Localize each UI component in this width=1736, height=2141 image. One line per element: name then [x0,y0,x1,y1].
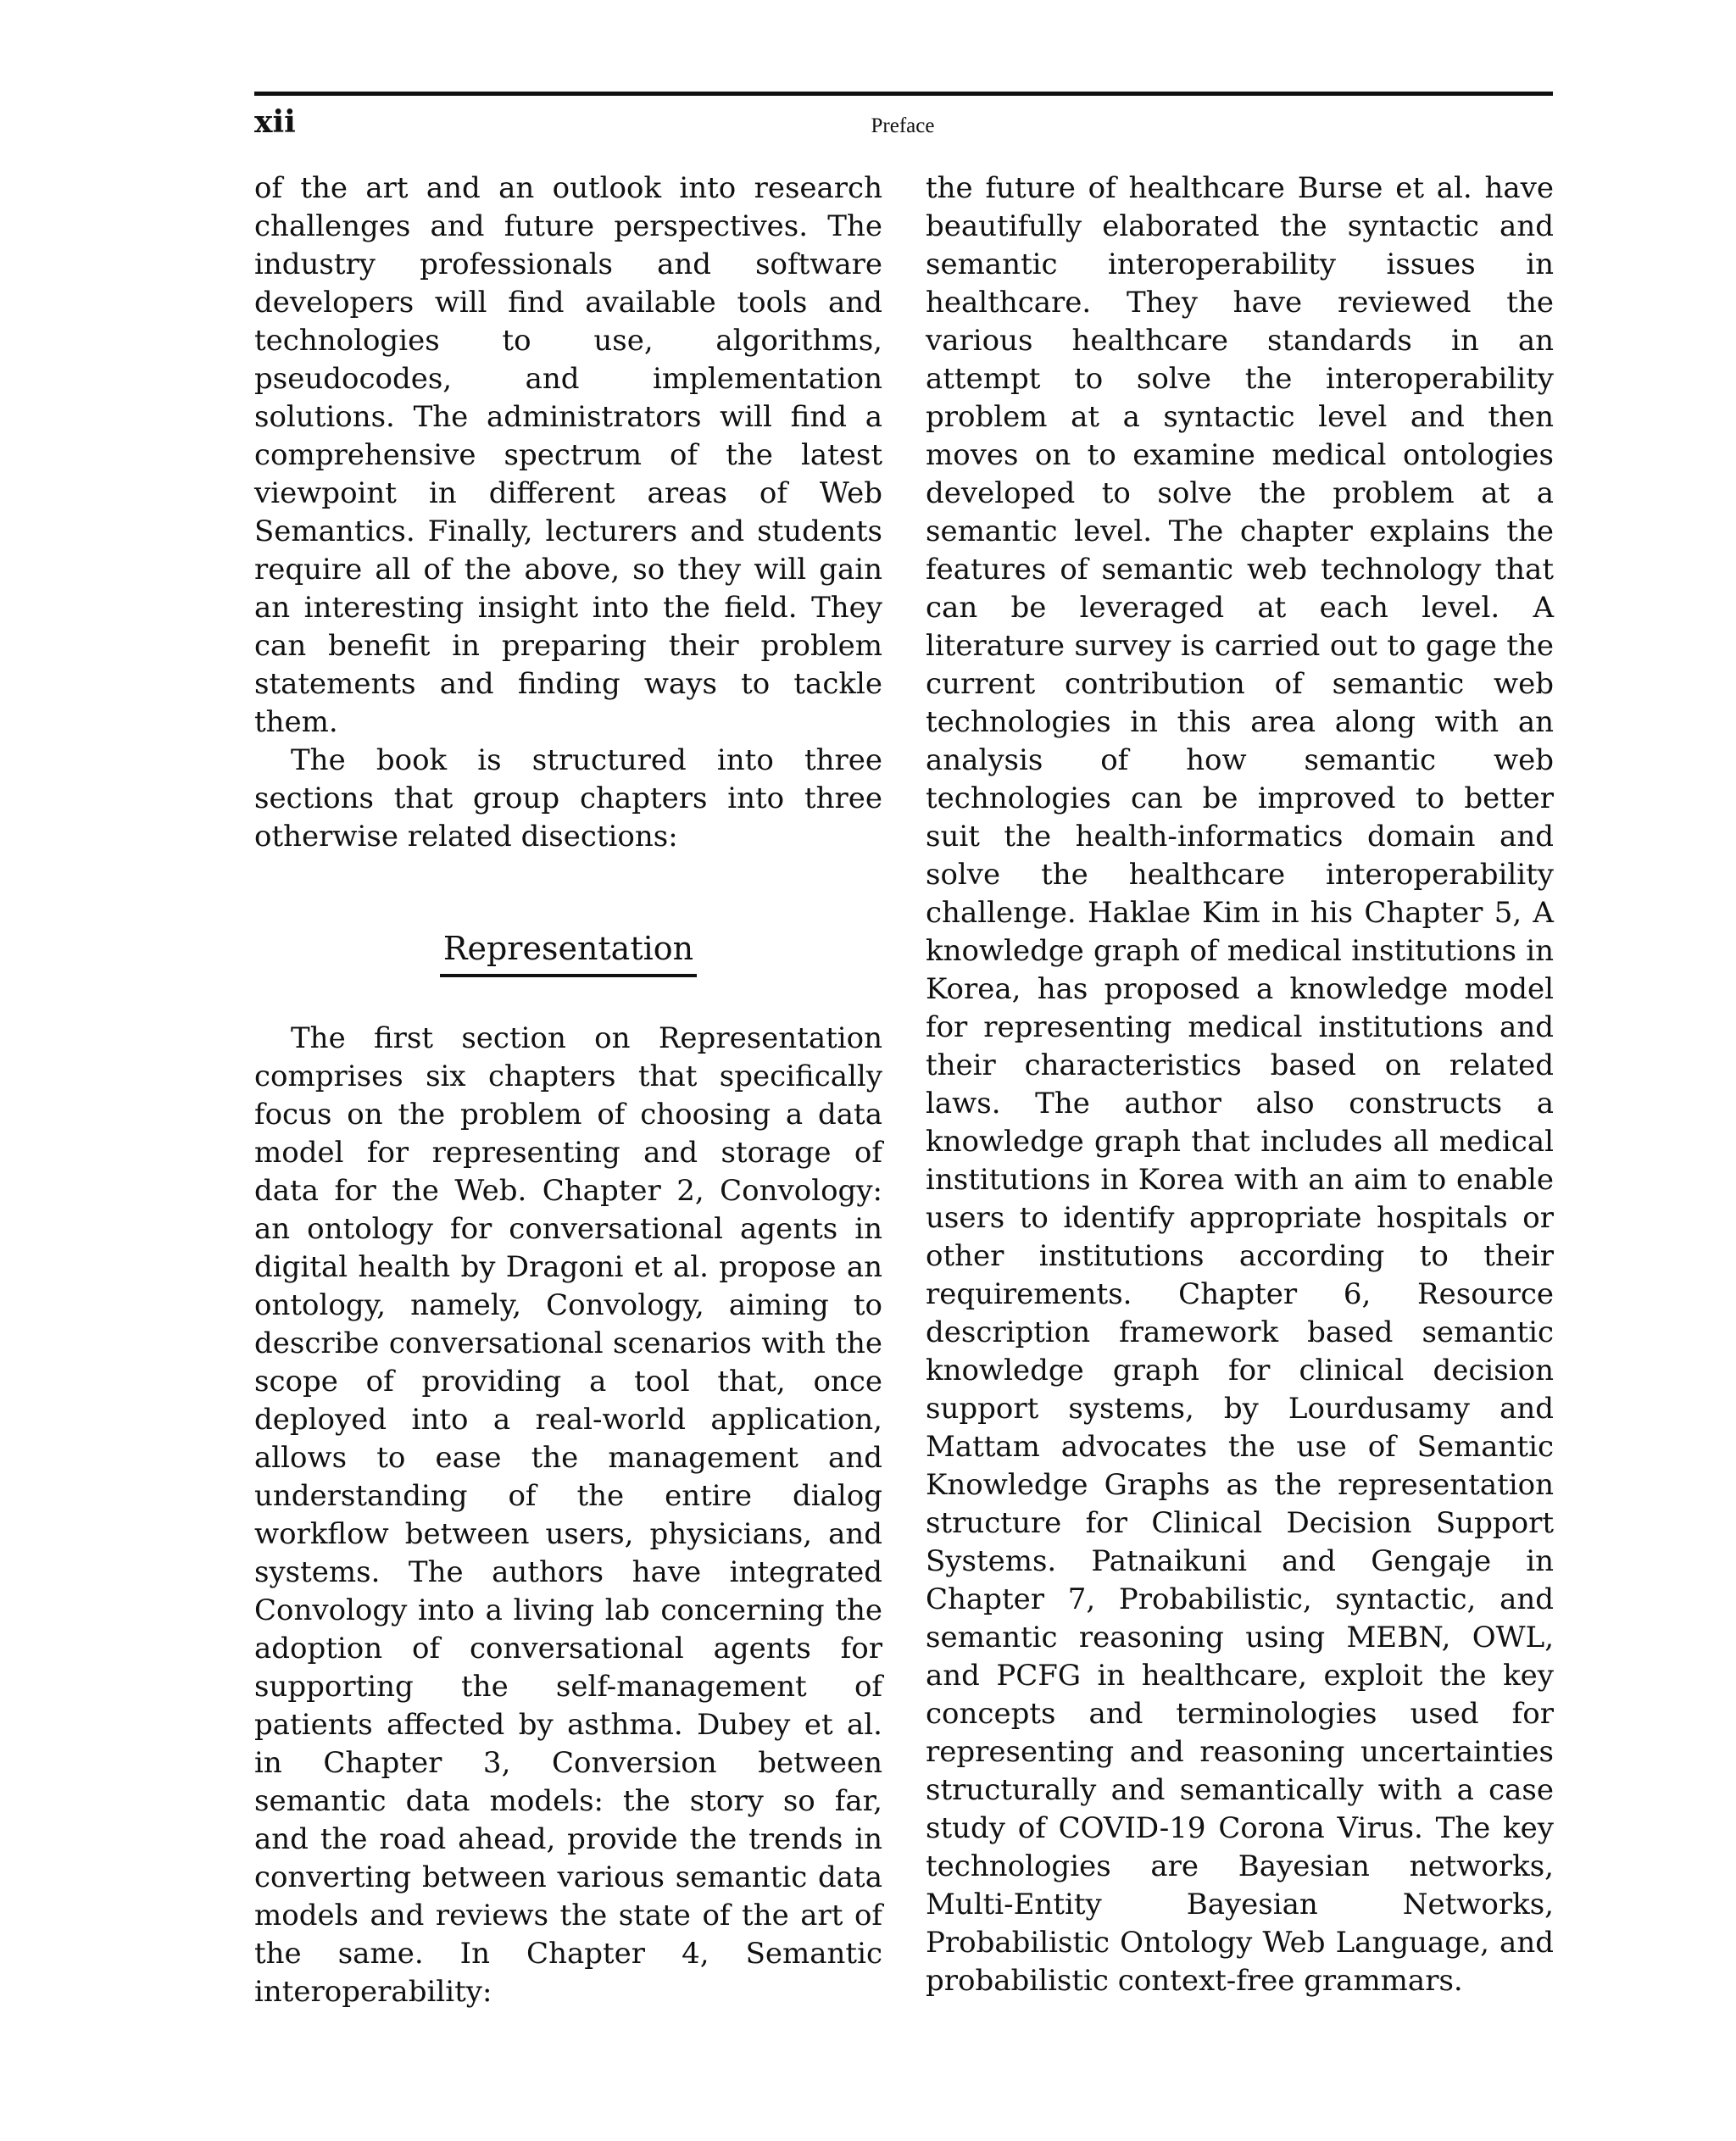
body-paragraph: the future of healthcare Burse et al. have beautifully elaborated the syntactic and semantic interoperability issues in healthcare. They have reviewed the various healthcare standards in an attempt to solve the interoperability problem at a syntactic level and then moves on to examine medical ontologies developed to solve the problem at a semantic level. The chapter explains the features of semantic web technology that can be leveraged at each level. A literature survey is carried out to gage the current contribution of semantic web technologies in this area along with an analysis of how semantic web technologies can be improved to better suit the health-informatics domain and solve the healthcare interoperability challenge. Haklae Kim in his Chapter 5, A knowledge graph of medical institutions in Korea, has proposed a knowledge model for representing medical institutions and their characteristics based on related laws. The author also constructs a knowledge graph that includes all medical institutions in Korea with an aim to enable users to identify appropriate hospitals or other institutions according to their requirements. Chapter 6, Resource description framework based semantic knowledge graph for clinical decision support systems, by Lourdusamy and Mattam advocates the use of Semantic Knowledge Graphs as the representation structure for Clinical Decision Support Systems. Patnaikuni and Gengaje in Chapter 7, Probabilistic, syntactic, and semantic reasoning using MEBN, OWL, and PCFG in healthcare, exploit the key concepts and terminologies used for representing and reasoning uncertainties structurally and semantically with a case study of COVID-19 Corona Virus. The key technologies are Bayesian networks, Multi-Entity Bayesian Networks, Probabilistic Ontology Web Language, and probabilistic context-free grammars. [926,171,1554,1998]
header-rule [254,92,1553,96]
page-number: xii [254,104,296,140]
right-column [926,170,1554,2000]
section-heading: Representation [440,928,697,977]
left-column [254,170,882,2011]
body-paragraph: The first section on Representation comprises six chapters that specifically focus on the problem of choosing a data model for representing and storage of data for the Web. Chapter 2, Convology: an ontology for conversational agents in digital health by Dragoni et al. propose an ontology, namely, Convology, aiming to describe conversational scenarios with the scope of providing a tool that, once deployed into a real-world application, allows to ease the management and understanding of the entire dialog workflow between users, physicians, and systems. The authors have integrated Convology into a living lab concerning the adoption of conversational agents for supporting the self-management of patients affected by asthma. Dubey et al. in Chapter 3, Conversion between semantic data models: the story so far, and the road ahead, provide the trends in converting between various semantic data models and reviews the state of the art of the same. In Chapter 4, Semantic interoperability: [254,1021,882,2009]
body-paragraph: The book is structured into three sections that group chapters into three otherwise related disections: [254,743,882,854]
running-header: Preface [871,114,935,137]
section-heading-container [254,928,882,977]
body-paragraph: of the art and an outlook into research challenges and future perspectives. The industry professionals and software developers will find available tools and technologies to use, algorithms, pseudocodes, and implementation solutions. The administrators will find a comprehensive spectrum of the latest viewpoint in different areas of Web Semantics. Finally, lecturers and students require all of the above, so they will gain an interesting insight into the field. They can benefit in preparing their problem statements and finding ways to tackle them. [254,171,882,739]
